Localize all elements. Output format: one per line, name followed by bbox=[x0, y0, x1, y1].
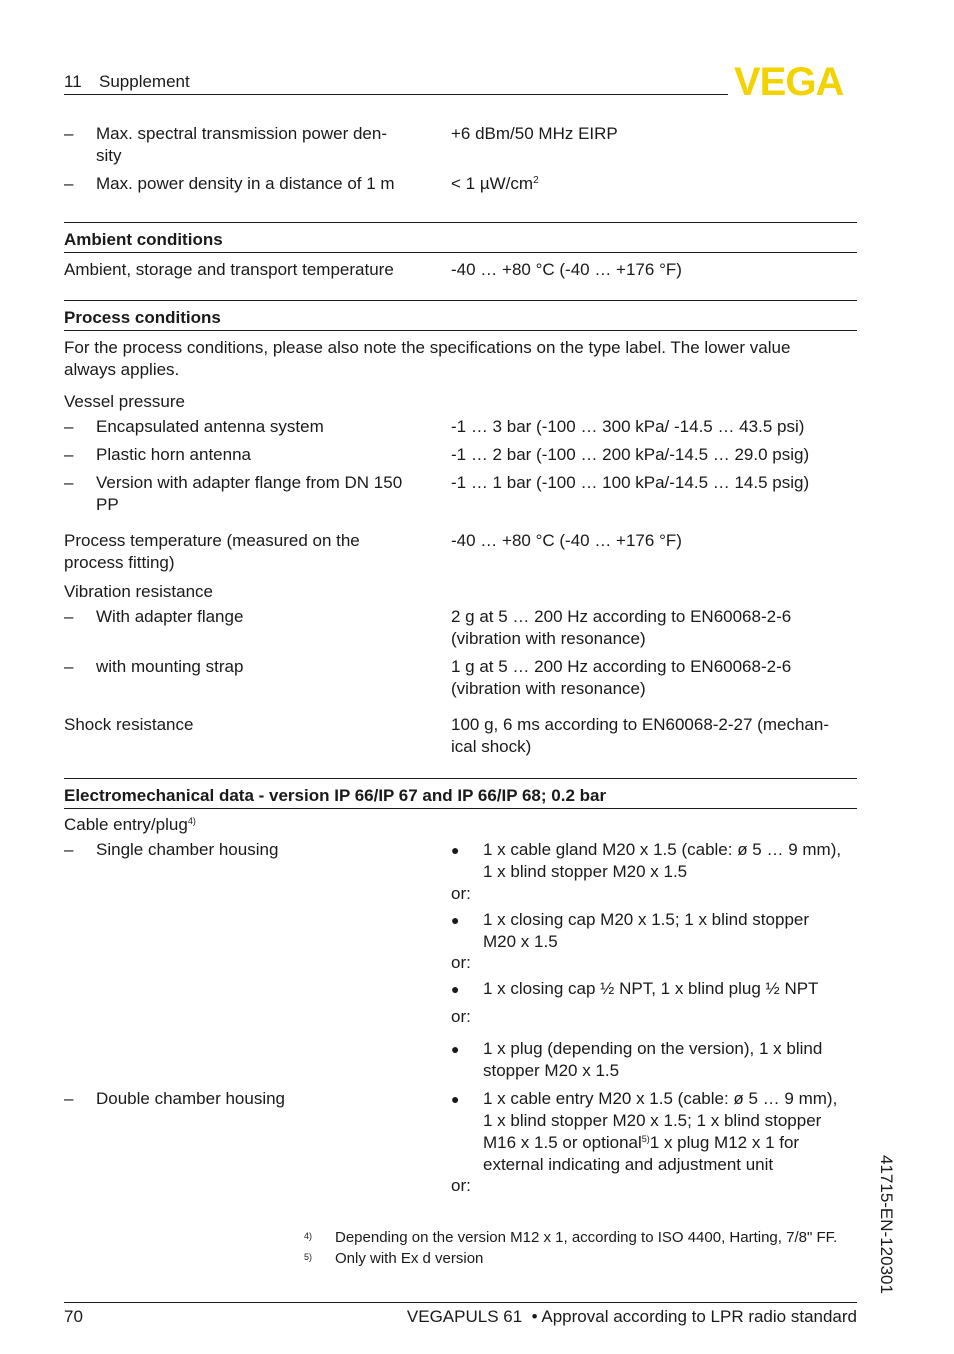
double-chamber-label: Double chamber housing bbox=[96, 1089, 286, 1108]
superscript: 2 bbox=[533, 175, 539, 186]
single-item: 1 x closing cap ½ NPT, 1 x blind plug ½ NPT bbox=[483, 979, 819, 998]
vibration-strap-label: with mounting strap bbox=[96, 657, 244, 676]
value-text: < 1 µW/cm bbox=[451, 174, 534, 193]
value-line: ical shock) bbox=[451, 737, 532, 756]
double-item bbox=[483, 1088, 861, 1176]
footnote-text: Only with Ex d version bbox=[335, 1250, 484, 1267]
label-line: Process temperature (measured on the bbox=[64, 531, 360, 550]
label-text: Cable entry/plug bbox=[64, 815, 188, 834]
or-text: or: bbox=[451, 1007, 471, 1026]
section-rule bbox=[64, 808, 857, 809]
section-rule bbox=[64, 300, 857, 301]
power-density-value bbox=[451, 173, 861, 195]
list-dash: – bbox=[64, 657, 74, 676]
item-text: 1 x plug M12 x 1 for bbox=[649, 1133, 800, 1152]
item-text: M16 x 1.5 or optional bbox=[483, 1133, 642, 1152]
section-rule bbox=[64, 778, 857, 779]
logo-text: VEGA bbox=[734, 60, 844, 100]
process-temp-value: -40 … +80 °C (-40 … +176 °F) bbox=[451, 531, 682, 550]
header-rule bbox=[64, 94, 728, 95]
bullet-icon: ● bbox=[451, 1041, 460, 1057]
electro-heading: Electromechanical data - version IP 66/IP 67 and IP 66/IP 68; 0.2 bar bbox=[64, 786, 607, 805]
section-rule bbox=[64, 330, 857, 331]
or-text: or: bbox=[451, 884, 471, 903]
vega-logo-icon bbox=[734, 60, 858, 100]
note-line: For the process conditions, please also note the specifications on the type label. The lower value bbox=[64, 338, 791, 357]
footnote-ref: 4) bbox=[187, 816, 196, 826]
item-line bbox=[483, 1132, 861, 1154]
footnote-ref: 5) bbox=[641, 1134, 650, 1144]
item-line: M20 x 1.5 bbox=[483, 932, 558, 951]
item-line: 1 x cable gland M20 x 1.5 (cable: ø 5 … 9 mm), bbox=[483, 840, 842, 859]
vega-logo bbox=[734, 60, 858, 100]
horn-label: Plastic horn antenna bbox=[96, 445, 251, 464]
footer-text: VEGAPULS 61 • Approval according to LPR radio standard bbox=[406, 1307, 857, 1326]
vibration-label: Vibration resistance bbox=[64, 582, 213, 601]
spectral-power-value: +6 dBm/50 MHz EIRP bbox=[451, 124, 618, 143]
item-line: 1 x closing cap M20 x 1.5; 1 x blind stopper bbox=[483, 910, 810, 929]
vessel-pressure-label: Vessel pressure bbox=[64, 392, 185, 411]
shock-value bbox=[451, 714, 861, 758]
power-density-label: Max. power density in a distance of 1 m bbox=[96, 174, 395, 193]
vibration-strap-value bbox=[451, 656, 861, 700]
cable-entry-label bbox=[64, 814, 424, 836]
note-line: always applies. bbox=[64, 360, 180, 379]
spectral-power-label bbox=[96, 123, 426, 167]
list-dash: – bbox=[64, 1089, 74, 1108]
ambient-label: Ambient, storage and transport temperature bbox=[64, 260, 394, 279]
bullet-icon: ● bbox=[451, 912, 460, 928]
value-line: 2 g at 5 … 200 Hz according to EN60068-2-6 bbox=[451, 607, 792, 626]
vibration-flange-value bbox=[451, 606, 861, 650]
header-title: Supplement bbox=[99, 72, 190, 91]
process-heading: Process conditions bbox=[64, 308, 221, 327]
single-chamber-label: Single chamber housing bbox=[96, 840, 279, 859]
ambient-value: -40 … +80 °C (-40 … +176 °F) bbox=[451, 260, 682, 279]
adapter-flange-value: -1 … 1 bar (-100 … 100 kPa/-14.5 … 14.5 psig) bbox=[451, 473, 810, 492]
header-section-number: 11 bbox=[64, 72, 82, 91]
or-text: or: bbox=[451, 1176, 471, 1195]
single-item bbox=[483, 839, 861, 883]
list-dash: – bbox=[64, 607, 74, 626]
encapsulated-value: -1 … 3 bar (-100 … 300 kPa/ -14.5 … 43.5 psi) bbox=[451, 417, 805, 436]
footer-rule bbox=[64, 1302, 857, 1303]
list-dash: – bbox=[64, 445, 74, 464]
vibration-flange-label: With adapter flange bbox=[96, 607, 244, 626]
value-line: (vibration with resonance) bbox=[451, 629, 646, 648]
item-line: 1 x cable entry M20 x 1.5 (cable: ø 5 … 9 mm), bbox=[483, 1089, 838, 1108]
label-line: sity bbox=[96, 146, 122, 165]
process-note bbox=[64, 337, 864, 381]
adapter-flange-label bbox=[96, 472, 426, 516]
bullet-icon: ● bbox=[451, 842, 460, 858]
list-dash: – bbox=[64, 473, 74, 492]
footnote-number: 4) bbox=[304, 1231, 313, 1241]
label-line: process fitting) bbox=[64, 553, 175, 572]
label-line: Max. spectral transmission power den- bbox=[96, 124, 388, 143]
footnote-text: Depending on the version M12 x 1, according to ISO 4400, Harting, 7/8" FF. bbox=[335, 1229, 838, 1246]
item-line: 1 x blind stopper M20 x 1.5 bbox=[483, 862, 688, 881]
single-item bbox=[483, 909, 861, 953]
list-dash: – bbox=[64, 124, 74, 143]
shock-label: Shock resistance bbox=[64, 715, 194, 734]
single-item bbox=[483, 1038, 861, 1082]
label-line: Version with adapter flange from DN 150 bbox=[96, 473, 403, 492]
section-rule bbox=[64, 252, 857, 253]
ambient-heading: Ambient conditions bbox=[64, 230, 223, 249]
list-dash: – bbox=[64, 840, 74, 859]
footnote-number: 5) bbox=[304, 1252, 313, 1262]
item-line: stopper M20 x 1.5 bbox=[483, 1061, 620, 1080]
page-number: 70 bbox=[64, 1307, 83, 1326]
or-text: or: bbox=[451, 953, 471, 972]
horn-value: -1 … 2 bar (-100 … 200 kPa/-14.5 … 29.0 psig) bbox=[451, 445, 810, 464]
list-dash: – bbox=[64, 417, 74, 436]
label-line: PP bbox=[96, 495, 119, 514]
value-line: (vibration with resonance) bbox=[451, 679, 646, 698]
document-code: 41715-EN-120301 bbox=[877, 1155, 896, 1294]
section-rule bbox=[64, 222, 857, 223]
value-line: 100 g, 6 ms according to EN60068-2-27 (mechan- bbox=[451, 715, 829, 734]
list-dash: – bbox=[64, 174, 74, 193]
item-line: 1 x plug (depending on the version), 1 x blind bbox=[483, 1039, 823, 1058]
value-line: 1 g at 5 … 200 Hz according to EN60068-2-6 bbox=[451, 657, 792, 676]
item-line: external indicating and adjustment unit bbox=[483, 1155, 774, 1174]
bullet-icon: ● bbox=[451, 981, 460, 997]
encapsulated-label: Encapsulated antenna system bbox=[96, 417, 324, 436]
process-temp-label bbox=[64, 530, 424, 574]
bullet-icon: ● bbox=[451, 1091, 460, 1107]
item-line: 1 x blind stopper M20 x 1.5; 1 x blind stopper bbox=[483, 1111, 822, 1130]
